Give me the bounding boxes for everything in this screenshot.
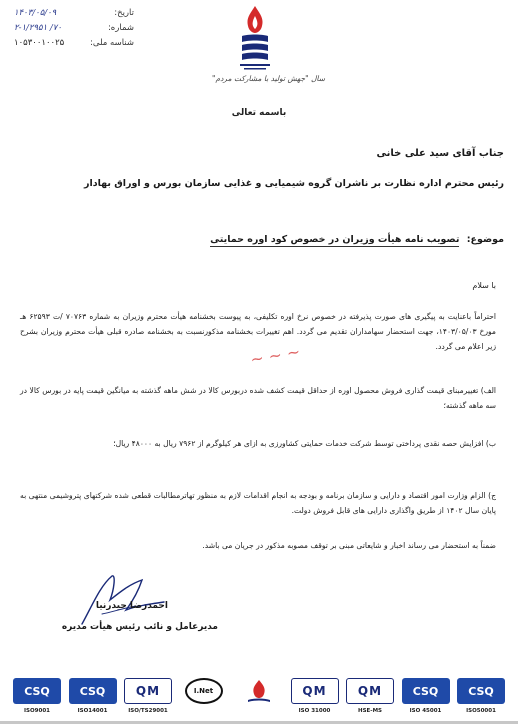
letter-meta [14, 6, 134, 51]
paragraph-intro: احتراماً باعنایت به پیگیری های صورت پذیرفته در خصوص نرخ اوره تکلیفی، به پیوست بخشنامه هیأت محترم وزیران به شماره ۷۰۷۶۳ /ت ۶۲۵۹۳ هـ مورخ ۱۴۰۳/۰۵/۰۳، جهت استحضار سهامداران تقدیم می گردد. اهم تغییرات بخشنامه مذکورنسبت به بخشنامه صادره قبلی هیأت محترم وزیران بشرح زیر اعلام می گردد. [20, 312, 496, 351]
year-slogan: سال "جهش تولید با مشارکت مردم" [212, 74, 326, 83]
paragraph-item-b: ب) افزایش حصه نقدی پرداختی توسط شرکت خدمات حمایتی کشاورزی به ازای هر کیلوگرم از ۷۹۶۲ ریال به ۴۸۰۰۰ ریال؛ [113, 439, 496, 448]
certification-badge: CSQ [13, 678, 61, 704]
certification-code: ISO 45001 [409, 708, 442, 714]
subject-label: موضوع: [466, 234, 504, 245]
certification-logo [66, 678, 120, 714]
national-id-row [14, 36, 134, 51]
certification-logo [343, 678, 397, 714]
certification-code: ISO50001 [466, 708, 496, 714]
date-row [14, 6, 134, 21]
certification-code: ISO 31000 [298, 708, 331, 714]
certification-logo [399, 678, 453, 714]
certification-badge: QM [346, 678, 394, 704]
company-logo [234, 4, 276, 74]
certification-footer [10, 678, 508, 722]
certification-badge: I.Net [185, 678, 223, 704]
date-value: ۱۴۰۳/۰۵/۰۹ [14, 8, 57, 18]
certification-code: ISO14001 [77, 708, 108, 714]
certification-badge: QM [291, 678, 339, 704]
date-label: تاریخ: [114, 8, 134, 18]
subject-text: تصویب نامه هیأت وزیران در خصوص کود اوره حمایتی [210, 234, 460, 245]
certification-logo [454, 678, 508, 714]
certification-badge: CSQ [69, 678, 117, 704]
subject-line [210, 234, 504, 245]
number-row [14, 21, 134, 36]
certification-code: ISO9001 [24, 708, 50, 714]
certification-logo [232, 678, 286, 708]
certification-logo [288, 678, 342, 714]
recipient-title: رئیس محترم اداره نظارت بر ناشران گروه شیمیایی و غذایی سازمان بورس و اوراق بهادار [83, 178, 504, 189]
greeting: با سلام [472, 281, 496, 290]
paragraph-item-a: الف) تغییرمبنای قیمت گذاری فروش محصول اوره از حداقل قیمت کشف شده دربورس کالا در شش ماهه گذشته به میانگین قیمت پایه در بورس کالا در سه ماهه گذشته؛ [20, 386, 496, 410]
certification-code: ISO/TS29001 [128, 708, 168, 714]
national-id-value: ۱۰۵۳۰۰۱۰۰۲۵ [14, 38, 65, 48]
recipient-name: جناب آقای سید علی خانی [376, 148, 504, 159]
number-label: شماره: [107, 23, 134, 33]
flame-emblem-icon [235, 678, 283, 704]
certification-code: HSE-MS [357, 708, 383, 714]
national-id-label: شناسه ملی: [90, 38, 134, 48]
certification-badge: CSQ [457, 678, 505, 704]
certification-logo [10, 678, 64, 714]
paragraph-item-c: ج) الزام وزارت امور اقتصاد و دارایی و سازمان برنامه و بودجه به انجام اقدامات لازم به منظور تهاترمطالبات قطعی شده شرکتهای پتروشیمی منتهی به پایان سال ۱۴۰۲ از طریق واگذاری دارایی های قابل فروش دولت. [20, 491, 496, 515]
certification-logo [177, 678, 231, 708]
number-value: ۲-۱/۲۹۵۱ /۷۰ [14, 23, 62, 33]
signer-name: احمدرضا حیدرنیا [95, 601, 168, 611]
red-ink-stamp: ~ ~ ~ [248, 341, 302, 370]
signer-title: مدیرعامل و نائب رئیس هیأت مدیره [61, 622, 218, 632]
paragraph-closing: ضمناً به استحضار می رساند اخبار و شایعاتی مبنی بر توقف مصوبه مذکور در جریان می باشد. [202, 541, 496, 550]
certification-badge: CSQ [402, 678, 450, 704]
certification-logo [121, 678, 175, 714]
basmala: باسمه تعالی [231, 108, 287, 118]
certification-badge: QM [124, 678, 172, 704]
